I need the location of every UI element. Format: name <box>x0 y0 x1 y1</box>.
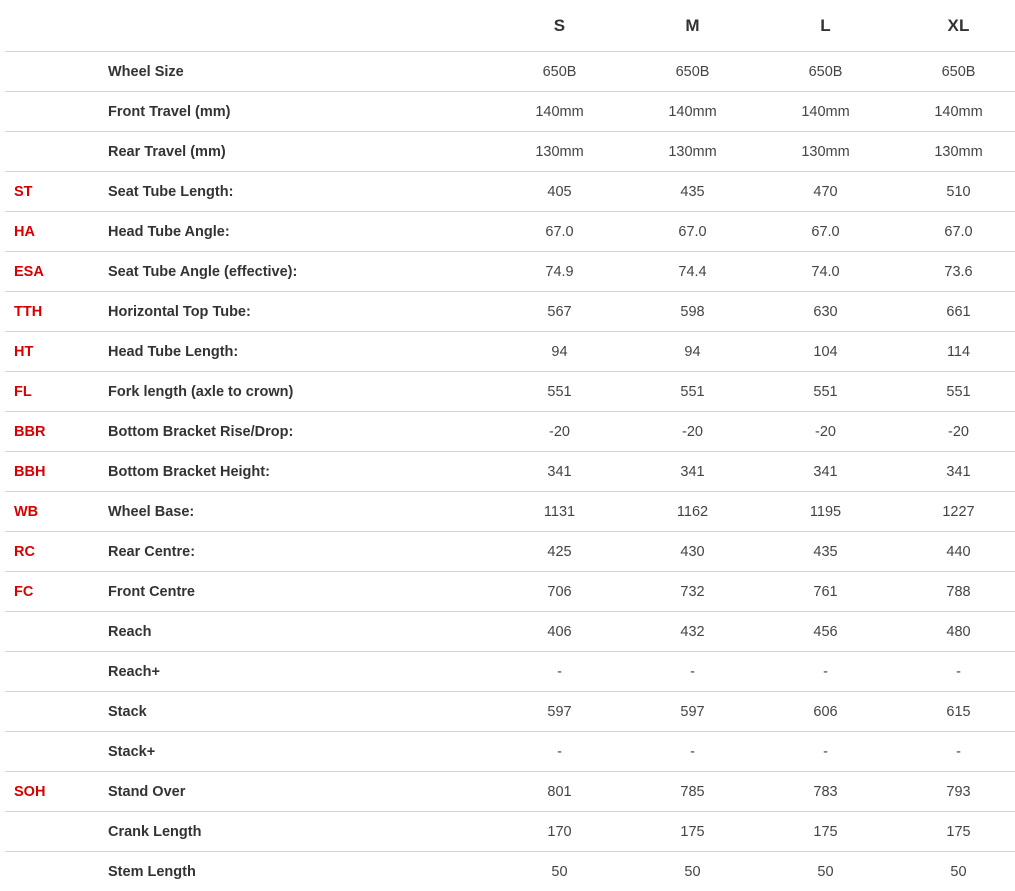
value-cell-xl: 480 <box>892 612 1015 652</box>
table-row <box>5 172 1015 212</box>
value-cell-s: 801 <box>493 772 626 812</box>
value-cell-s: 567 <box>493 292 626 332</box>
value-cell-xl: -20 <box>892 412 1015 452</box>
row-code: RC <box>5 532 93 572</box>
row-label: Reach+ <box>93 652 493 692</box>
table-row <box>5 772 1015 812</box>
value-cell-xl: 175 <box>892 812 1015 852</box>
row-label: Bottom Bracket Height: <box>93 452 493 492</box>
table-row <box>5 612 1015 652</box>
value-cell-m: 435 <box>626 172 759 212</box>
header-row <box>5 0 1015 52</box>
value-cell-s: 170 <box>493 812 626 852</box>
row-label: Fork length (axle to crown) <box>93 372 493 412</box>
row-label: Head Tube Angle: <box>93 212 493 252</box>
value-cell-m: 130mm <box>626 132 759 172</box>
row-label: Reach <box>93 612 493 652</box>
table-row <box>5 92 1015 132</box>
row-label: Stand Over <box>93 772 493 812</box>
value-cell-m: 598 <box>626 292 759 332</box>
row-label: Bottom Bracket Rise/Drop: <box>93 412 493 452</box>
value-cell-s: - <box>493 652 626 692</box>
value-cell-xl: 341 <box>892 452 1015 492</box>
value-cell-l: - <box>759 732 892 772</box>
row-label: Crank Length <box>93 812 493 852</box>
value-cell-xl: 50 <box>892 852 1015 891</box>
table-row <box>5 692 1015 732</box>
value-cell-s: 1131 <box>493 492 626 532</box>
row-code <box>5 652 93 692</box>
header-label-cell <box>93 0 493 52</box>
value-cell-l: 783 <box>759 772 892 812</box>
value-cell-m: 175 <box>626 812 759 852</box>
value-cell-l: 606 <box>759 692 892 732</box>
row-code: SOH <box>5 772 93 812</box>
row-label: Wheel Size <box>93 52 493 92</box>
row-code: WB <box>5 492 93 532</box>
value-cell-l: 470 <box>759 172 892 212</box>
table-row <box>5 52 1015 92</box>
value-cell-l: 650B <box>759 52 892 92</box>
row-code: TTH <box>5 292 93 332</box>
value-cell-l: 630 <box>759 292 892 332</box>
row-code <box>5 92 93 132</box>
row-code: BBR <box>5 412 93 452</box>
value-cell-m: 94 <box>626 332 759 372</box>
value-cell-l: 104 <box>759 332 892 372</box>
value-cell-s: 597 <box>493 692 626 732</box>
table-row <box>5 412 1015 452</box>
table-row <box>5 452 1015 492</box>
value-cell-xl: 114 <box>892 332 1015 372</box>
value-cell-l: 140mm <box>759 92 892 132</box>
row-label: Stem Length <box>93 852 493 891</box>
value-cell-s: 67.0 <box>493 212 626 252</box>
table-row <box>5 212 1015 252</box>
row-label: Head Tube Length: <box>93 332 493 372</box>
row-label: Stack+ <box>93 732 493 772</box>
value-cell-l: 175 <box>759 812 892 852</box>
table-row <box>5 292 1015 332</box>
value-cell-xl: 661 <box>892 292 1015 332</box>
row-label: Front Travel (mm) <box>93 92 493 132</box>
row-code <box>5 612 93 652</box>
value-cell-s: 74.9 <box>493 252 626 292</box>
value-cell-l: 551 <box>759 372 892 412</box>
size-header-xl: XL <box>892 0 1015 52</box>
value-cell-m: 432 <box>626 612 759 652</box>
value-cell-l: 1195 <box>759 492 892 532</box>
row-code: ESA <box>5 252 93 292</box>
table-body <box>5 52 1015 891</box>
row-label: Horizontal Top Tube: <box>93 292 493 332</box>
value-cell-s: 130mm <box>493 132 626 172</box>
value-cell-l: 435 <box>759 532 892 572</box>
value-cell-xl: 67.0 <box>892 212 1015 252</box>
value-cell-l: 761 <box>759 572 892 612</box>
value-cell-s: 551 <box>493 372 626 412</box>
table-row <box>5 572 1015 612</box>
table-header <box>5 0 1015 52</box>
row-label: Seat Tube Angle (effective): <box>93 252 493 292</box>
value-cell-m: - <box>626 652 759 692</box>
value-cell-m: 732 <box>626 572 759 612</box>
value-cell-m: 650B <box>626 52 759 92</box>
value-cell-m: 597 <box>626 692 759 732</box>
value-cell-xl: 73.6 <box>892 252 1015 292</box>
value-cell-s: 50 <box>493 852 626 891</box>
value-cell-l: 130mm <box>759 132 892 172</box>
row-code: FL <box>5 372 93 412</box>
value-cell-m: 140mm <box>626 92 759 132</box>
row-code <box>5 692 93 732</box>
value-cell-l: 74.0 <box>759 252 892 292</box>
value-cell-m: 67.0 <box>626 212 759 252</box>
value-cell-xl: 793 <box>892 772 1015 812</box>
value-cell-s: 650B <box>493 52 626 92</box>
row-code <box>5 52 93 92</box>
value-cell-xl: - <box>892 732 1015 772</box>
size-header-l: L <box>759 0 892 52</box>
row-label: Rear Travel (mm) <box>93 132 493 172</box>
value-cell-xl: - <box>892 652 1015 692</box>
value-cell-l: 456 <box>759 612 892 652</box>
table-row <box>5 852 1015 891</box>
value-cell-m: 341 <box>626 452 759 492</box>
value-cell-xl: 650B <box>892 52 1015 92</box>
table-row <box>5 372 1015 412</box>
value-cell-s: 406 <box>493 612 626 652</box>
value-cell-xl: 140mm <box>892 92 1015 132</box>
row-code: ST <box>5 172 93 212</box>
row-code: HT <box>5 332 93 372</box>
geometry-table <box>5 0 1015 891</box>
row-label: Wheel Base: <box>93 492 493 532</box>
size-header-m: M <box>626 0 759 52</box>
header-code-cell <box>5 0 93 52</box>
size-header-s: S <box>493 0 626 52</box>
row-code: FC <box>5 572 93 612</box>
row-label: Front Centre <box>93 572 493 612</box>
value-cell-xl: 440 <box>892 532 1015 572</box>
table-row <box>5 132 1015 172</box>
value-cell-s: 94 <box>493 332 626 372</box>
value-cell-m: -20 <box>626 412 759 452</box>
value-cell-s: 140mm <box>493 92 626 132</box>
value-cell-s: 706 <box>493 572 626 612</box>
value-cell-xl: 130mm <box>892 132 1015 172</box>
value-cell-s: - <box>493 732 626 772</box>
table-row <box>5 332 1015 372</box>
value-cell-l: -20 <box>759 412 892 452</box>
value-cell-m: 74.4 <box>626 252 759 292</box>
table-row <box>5 492 1015 532</box>
value-cell-m: 551 <box>626 372 759 412</box>
value-cell-s: 425 <box>493 532 626 572</box>
table-row <box>5 532 1015 572</box>
value-cell-l: - <box>759 652 892 692</box>
value-cell-l: 50 <box>759 852 892 891</box>
value-cell-m: 430 <box>626 532 759 572</box>
value-cell-m: 50 <box>626 852 759 891</box>
table-row <box>5 732 1015 772</box>
row-label: Stack <box>93 692 493 732</box>
row-code <box>5 812 93 852</box>
value-cell-m: 1162 <box>626 492 759 532</box>
value-cell-s: 405 <box>493 172 626 212</box>
value-cell-m: 785 <box>626 772 759 812</box>
row-label: Rear Centre: <box>93 532 493 572</box>
value-cell-xl: 615 <box>892 692 1015 732</box>
row-code: BBH <box>5 452 93 492</box>
table-row <box>5 252 1015 292</box>
row-code <box>5 132 93 172</box>
value-cell-xl: 551 <box>892 372 1015 412</box>
value-cell-s: 341 <box>493 452 626 492</box>
table-row <box>5 652 1015 692</box>
value-cell-l: 67.0 <box>759 212 892 252</box>
value-cell-m: - <box>626 732 759 772</box>
row-code <box>5 852 93 891</box>
row-code <box>5 732 93 772</box>
row-code: HA <box>5 212 93 252</box>
value-cell-xl: 1227 <box>892 492 1015 532</box>
value-cell-xl: 788 <box>892 572 1015 612</box>
table-row <box>5 812 1015 852</box>
value-cell-l: 341 <box>759 452 892 492</box>
row-label: Seat Tube Length: <box>93 172 493 212</box>
value-cell-s: -20 <box>493 412 626 452</box>
value-cell-xl: 510 <box>892 172 1015 212</box>
